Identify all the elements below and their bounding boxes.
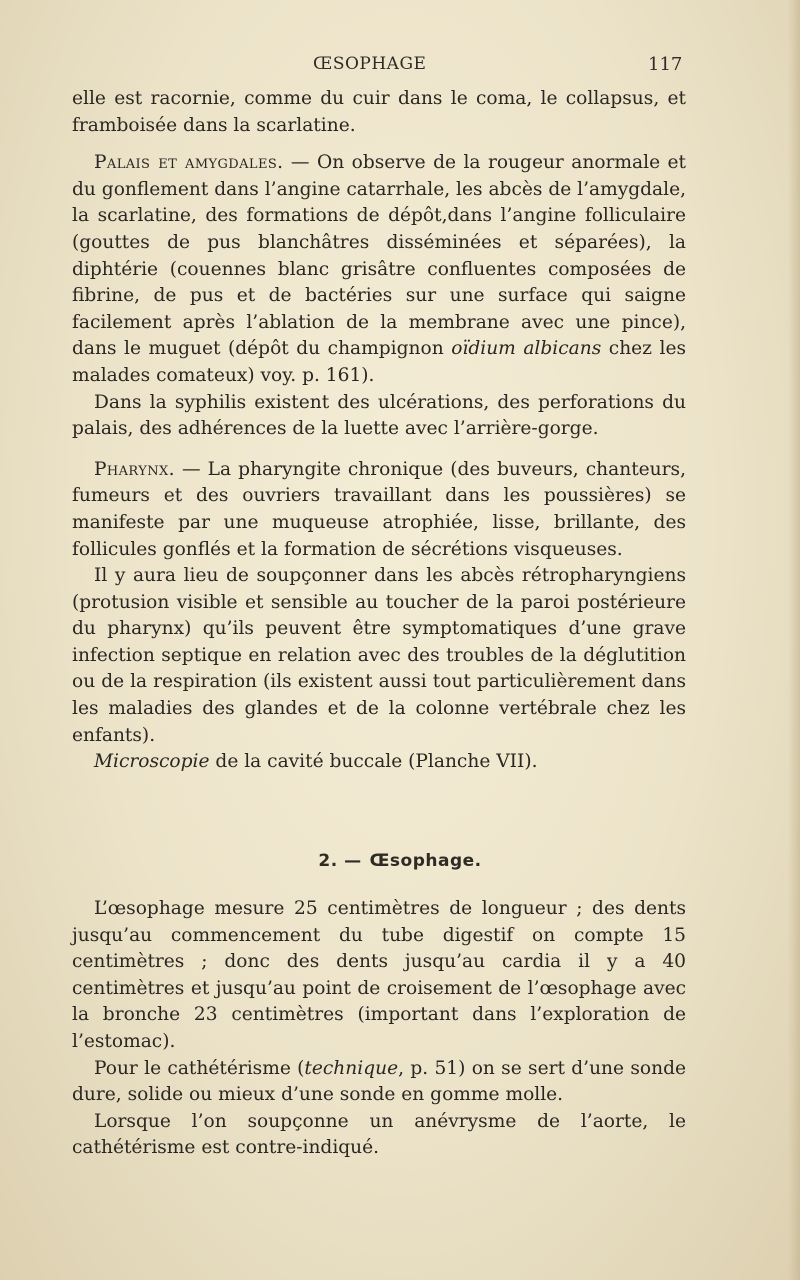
page-header — [0, 54, 800, 78]
paragraph-syphilis: Dans la syphilis existent des ulcérations, des perforations du palais, des adhérences de la luette avec l’arrière-gorge. — [72, 391, 686, 440]
body-text-lower — [72, 896, 686, 1162]
run-in-heading-palais: Palais et amygdales. — [94, 152, 284, 174]
running-title: ŒSOPHAGE — [313, 54, 427, 74]
page-edge-shadow — [788, 0, 800, 1280]
paragraph-catheterisme: Pour le cathétérisme (technique, p. 51) on se sert d’une sonde dure, solide ou mieux d’une sonde en gomme molle. — [72, 1057, 686, 1106]
paragraph-continuation: elle est racornie, comme du cuir dans le coma, le collapsus, et framboisée dans la scarlatine. — [72, 88, 686, 136]
italic-term-microscopie: Microscopie — [94, 751, 210, 773]
italic-term-oidium: oïdium albicans — [451, 338, 602, 360]
paragraph-abces: Il y aura lieu de soupçonner dans les abcès rétropharyngiens (protusion visible et sensible au toucher de la paroi postérieure du pharynx) qu’ils peuvent être symptomatiques d’une grave infection septique en relation avec des troubles de la déglutition ou de la respiration (ils existent aussi tout particulièrement dans les maladies des glandes et de la colonne vertébrale chez les enfants). — [72, 565, 686, 746]
section-heading-oesophage — [0, 851, 800, 871]
paragraph-anevrysme: Lorsque l’on soupçonne un anévrysme de l’aorte, le cathétérisme est contre-indiqué. — [72, 1110, 686, 1159]
italic-term-technique: technique — [304, 1057, 399, 1079]
paragraph-microscopie: Microscopie de la cavité buccale (Planche VII). — [94, 751, 538, 773]
page-number: 117 — [648, 54, 683, 75]
section-title: Œsophage. — [369, 851, 482, 871]
run-in-heading-pharynx: Pharynx. — [94, 458, 175, 480]
paragraph-pharynx: Pharynx. — La pharyngite chronique (des buveurs, chanteurs, fumeurs et des ouvriers travaillant dans les poussières) se manifeste par une muqueuse atrophiée, lisse, brillante, des follicules gonflés et la formation de sécrétions visqueuses. — [72, 458, 686, 560]
section-number: 2. — — [318, 851, 362, 871]
body-text-upper — [72, 86, 686, 776]
paragraph-palais: Palais et amygdales. — On observe de la rougeur anormale et du gonflement dans l’angine catarrhale, les abcès de l’amygdale, la scarlatine, des formations de dépôt,dans l’angine folliculaire (gouttes de pus blanchâtres disséminées et séparées), la diphtérie (couennes blanc grisâtre confluentes composées de fibrine, de pus et de bactéries sur une surface qui saigne facilement après l’ablation de la membrane avec une pince), dans le muguet (dépôt du champignon oïdium albicans chez les malades comateux) voy. p. 161). — [72, 152, 687, 386]
paragraph-mesure: L’œsophage mesure 25 centimètres de longueur ; des dents jusqu’au commencement du tube digestif on compte 15 centimètres ; donc des dents jusqu’au cardia il y a 40 centimètres et jusqu’au point de croisement de l’œsophage avec la bronche 23 centimètres (important dans l’exploration de l’estomac). — [72, 898, 686, 1052]
